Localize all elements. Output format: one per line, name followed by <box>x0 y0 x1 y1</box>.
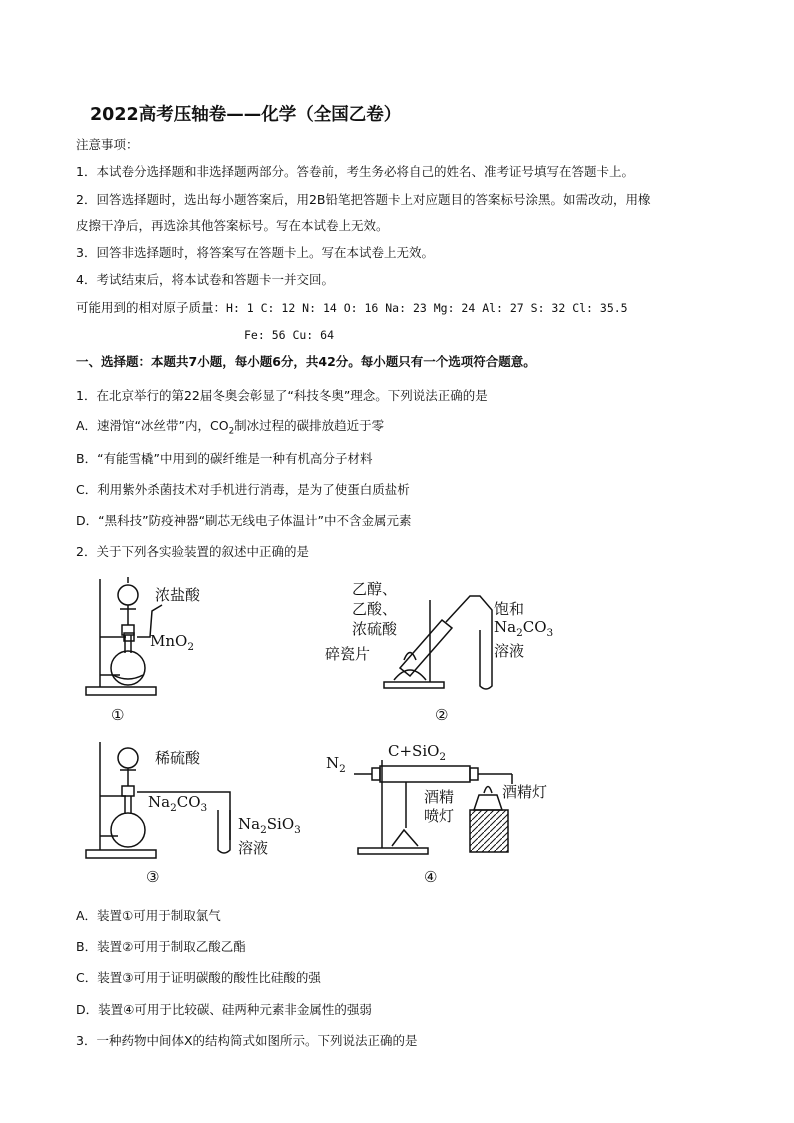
fig4-n: N <box>326 754 340 772</box>
fig3-label-acid: 稀硫酸 <box>155 749 201 767</box>
q2-option-d: D．装置④可用于比较碳、硅两种元素非金属性的强弱 <box>76 1002 372 1017</box>
q1-option-c: C．利用紫外杀菌技术对手机进行消毒，是为了使蛋白质盐析 <box>76 482 410 497</box>
apparatus-4-drawing <box>352 760 562 860</box>
atomic-mass-values-1: H: 1 C: 12 N: 14 O: 16 Na: 23 Mg: 24 Al: 27 S: 32 Cl: 35.5 <box>226 301 628 315</box>
apparatus-2-drawing <box>380 590 560 695</box>
fig3-sio-sub: 3 <box>294 824 301 836</box>
fig4-number: ④ <box>424 868 438 886</box>
fig2-label-saturated: 饱和 <box>494 600 525 618</box>
fig2-co: CO <box>522 618 547 636</box>
fig3-label-na2co3 <box>148 793 207 814</box>
section1-heading: 一、选择题：本题共7小题，每小题6分，共42分。每小题只有一个选项符合题意。 <box>76 354 536 369</box>
notice-item-4: 4．考试结束后，将本试卷和答题卡一并交回。 <box>76 272 334 287</box>
fig2-na: Na <box>494 618 517 636</box>
fig2-label-acetic: 乙酸、 <box>352 600 398 618</box>
q1-option-a <box>76 418 384 440</box>
fig3-co: CO <box>176 793 201 811</box>
fig1-label-acid: 浓盐酸 <box>155 586 201 604</box>
fig1-mno: MnO <box>150 632 188 650</box>
fig4-csio: C+SiO <box>388 742 440 760</box>
fig2-label-sulfuric: 浓硫酸 <box>352 620 398 638</box>
q1-a-sub: 2 <box>228 426 235 437</box>
notice-item-3: 3．回答非选择题时，将答案写在答题卡上。写在本试卷上无效。 <box>76 245 434 260</box>
q2-option-a: A．装置①可用于制取氯气 <box>76 908 221 923</box>
fig3-na: Na <box>148 793 171 811</box>
fig2-na-sub: 2 <box>516 627 523 639</box>
fig1-label-mno2 <box>150 632 194 653</box>
q1-a-pre: A．速滑馆“冰丝带”内，CO <box>76 418 229 433</box>
fig4-label-lamp1a: 酒精 <box>424 788 455 806</box>
notice-item-2-cont: 皮擦干净后，再选涂其他答案标号。写在本试卷上无效。 <box>76 218 389 233</box>
fig4-label-csio2 <box>388 742 446 763</box>
atomic-mass-values-2: Fe: 56 Cu: 64 <box>244 328 335 342</box>
fig3-co-sub: 3 <box>200 802 208 814</box>
atomic-mass-label: 可能用到的相对原子质量： <box>76 300 227 315</box>
notice-heading: 注意事项： <box>76 137 139 152</box>
fig3-na-sub: 2 <box>170 802 177 814</box>
q1-option-b: B．“有能雪橇”中用到的碳纤维是一种有机高分子材料 <box>76 451 373 466</box>
q2-option-b: B．装置②可用于制取乙酸乙酯 <box>76 939 246 954</box>
notice-item-2: 2．回答选择题时，选出每小题答案后，用2B铅笔把答题卡上对应题目的答案标号涂黑。如需改动，用橡 <box>76 192 651 207</box>
fig3-sio: SiO <box>266 815 295 833</box>
fig2-number: ② <box>435 706 449 724</box>
notice-item-1: 1．本试卷分选择题和非选择题两部分。答卷前，考生务必将自己的姓名、准考证号填写在答题卡上。 <box>76 164 634 179</box>
fig3-label-na2sio3 <box>238 815 301 836</box>
fig1-mno-sub: 2 <box>187 641 195 653</box>
q3-stem: 3．一种药物中间体X的结构简式如图所示。下列说法正确的是 <box>76 1033 418 1048</box>
q1-option-d: D．“黑科技”防疫神器“刷芯无线电子体温计”中不含金属元素 <box>76 513 412 528</box>
atomic-mass-line <box>76 300 628 316</box>
fig4-label-lamp2: 酒精灯 <box>502 783 548 801</box>
fig2-label-na2co3 <box>494 618 553 639</box>
fig2-co-sub: 3 <box>546 627 554 639</box>
fig3-number: ③ <box>146 868 160 886</box>
fig3-label-solution: 溶液 <box>238 839 269 857</box>
fig3-na2-sub: 2 <box>260 824 267 836</box>
q1-stem: 1．在北京举行的第22届冬奥会彰显了“科技冬奥”理念。下列说法正确的是 <box>76 388 488 403</box>
fig2-label-chips: 碎瓷片 <box>325 645 371 663</box>
fig1-number: ① <box>111 706 125 724</box>
q2-stem: 2．关于下列各实验装置的叙述中正确的是 <box>76 544 309 559</box>
q2-option-c: C．装置③可用于证明碳酸的酸性比硅酸的强 <box>76 970 321 985</box>
page-title: 2022高考压轴卷——化学（全国乙卷） <box>90 105 402 125</box>
q1-a-post: 制冰过程的碳排放趋近于零 <box>234 418 385 433</box>
fig2-label-solution: 溶液 <box>494 642 525 660</box>
fig4-label-n2 <box>326 754 346 775</box>
fig4-label-lamp1b: 喷灯 <box>424 807 455 825</box>
fig2-label-ethanol: 乙醇、 <box>352 580 398 598</box>
fig3-na2: Na <box>238 815 261 833</box>
fig4-n-sub: 2 <box>339 763 346 775</box>
fig4-csio-sub: 2 <box>439 751 447 763</box>
